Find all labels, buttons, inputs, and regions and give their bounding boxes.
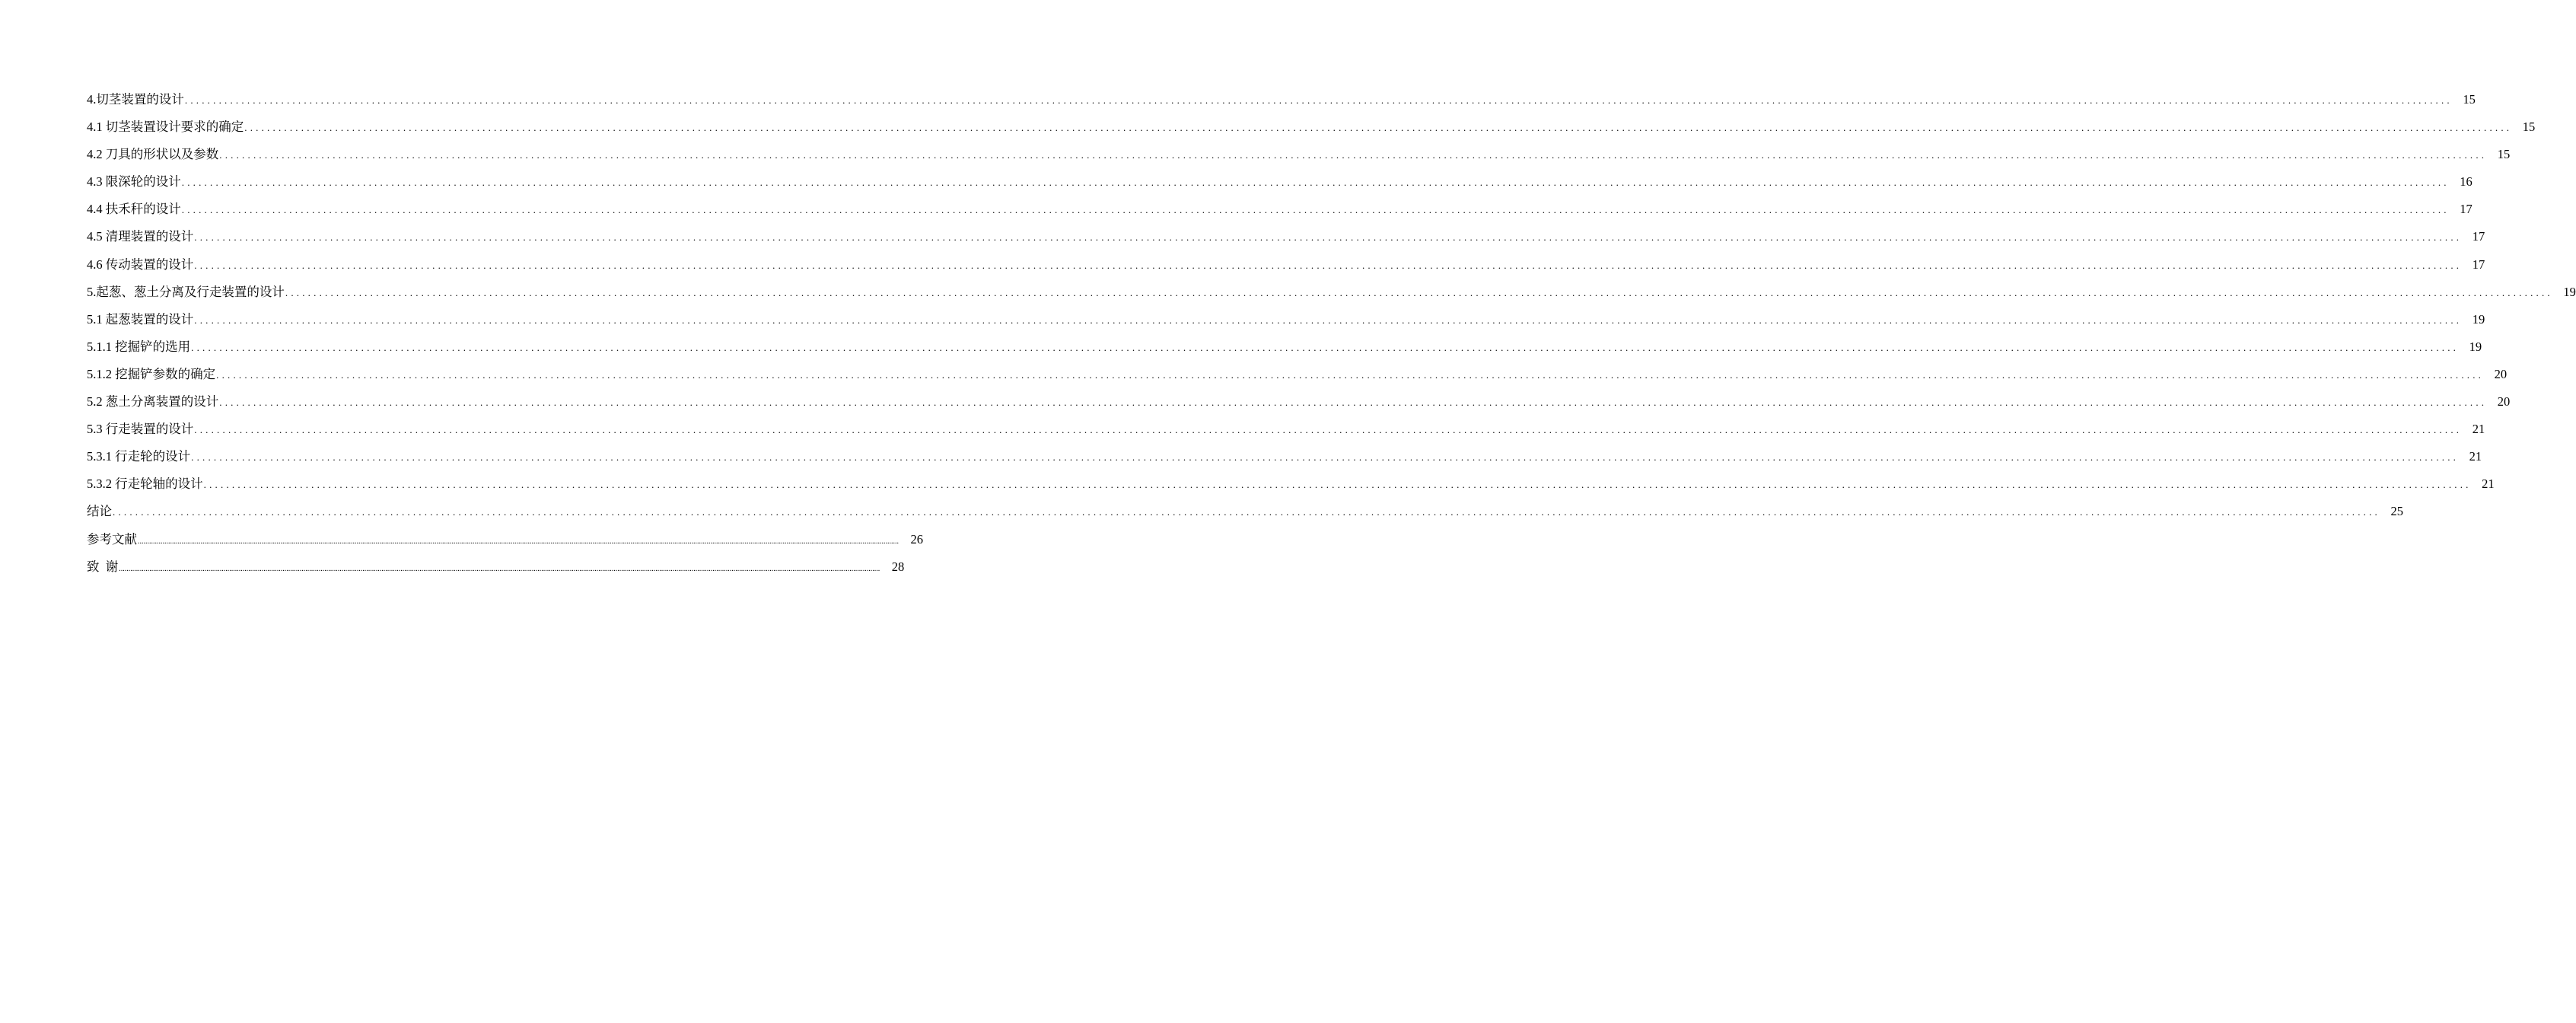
toc-entry-page: 19 bbox=[2469, 339, 2482, 354]
toc-entry-page: 21 bbox=[2482, 476, 2495, 492]
toc-entry-title: 4.1 切茎装置设计要求的确定 bbox=[87, 120, 244, 135]
toc-entry[interactable] bbox=[87, 279, 2576, 306]
toc-entry-title: 5.1 起葱装置的设计 bbox=[87, 311, 194, 327]
toc-dot-leader: ................................................................................................................................................................................................................................................................................................................................................................................................................ bbox=[216, 368, 2485, 381]
toc-entry-title: 致 谢 bbox=[87, 559, 119, 574]
toc-entry-title: 4.2 刀具的形状以及参数 bbox=[87, 147, 219, 162]
toc-entry-page: 17 bbox=[2472, 257, 2485, 272]
toc-entry[interactable] bbox=[87, 498, 2403, 525]
toc-entry[interactable] bbox=[87, 333, 2482, 361]
toc-dot-leader: ................................................................................................................................................................................................................................................................................................................................................................................................................ bbox=[203, 479, 2472, 491]
toc-entry-page: 19 bbox=[2472, 311, 2485, 327]
toc-entry-title: 4.6 传动装置的设计 bbox=[87, 257, 194, 272]
toc-entry-page: 16 bbox=[2460, 174, 2473, 190]
toc-entry[interactable] bbox=[87, 196, 2473, 223]
toc-entry-page: 28 bbox=[891, 559, 905, 574]
toc-entry-title: 5.3.2 行走轮轴的设计 bbox=[87, 476, 203, 492]
toc-dot-leader: ................................................................................................................................................................................................................................................................................................................................................................................................................ bbox=[194, 259, 2463, 271]
toc-dot-leader: ................................................................................................................................................................................................................................................................................................................................................................................................................ bbox=[191, 451, 2460, 464]
toc-dot-leader: ................................................................................................................................................................................................................................................................................................................................................................................................................ bbox=[194, 231, 2463, 244]
toc-dot-leader: ................................................................................................................................................................................................................................................................................................................................................................................................................ bbox=[244, 122, 2513, 134]
toc-entry-page: 17 bbox=[2460, 202, 2473, 217]
toc-entry[interactable] bbox=[87, 416, 2485, 443]
toc-entry-page: 21 bbox=[2472, 422, 2485, 437]
toc-entry-page: 17 bbox=[2472, 229, 2485, 244]
toc-dot-leader: ................................................................................................................................................................................................................................................................................................................................................................................................................ bbox=[191, 341, 2460, 353]
toc-entry[interactable] bbox=[87, 251, 2485, 279]
toc-entry[interactable] bbox=[87, 306, 2485, 333]
toc-entry-page: 15 bbox=[2463, 92, 2476, 107]
toc-entry-page: 25 bbox=[2390, 504, 2403, 519]
toc-entry-title: 5.1.1 挖掘铲的选用 bbox=[87, 339, 191, 354]
toc-dot-leader: ................................................................................................................................................................................................................................................................................................................................................................................................................ bbox=[119, 564, 880, 573]
toc-entry-page: 15 bbox=[2522, 120, 2536, 135]
toc-entry-title: 5.3.1 行走轮的设计 bbox=[87, 449, 191, 464]
toc-entry[interactable] bbox=[87, 223, 2485, 250]
toc-dot-leader: ................................................................................................................................................................................................................................................................................................................................................................................................................ bbox=[219, 149, 2488, 161]
toc-entry-title: 结论 bbox=[87, 504, 112, 519]
toc-dot-leader: ................................................................................................................................................................................................................................................................................................................................................................................................................ bbox=[138, 537, 899, 546]
toc-entry[interactable] bbox=[87, 86, 2476, 113]
toc-entry[interactable] bbox=[87, 470, 2495, 498]
toc-dot-leader: ................................................................................................................................................................................................................................................................................................................................................................................................................ bbox=[184, 94, 2453, 106]
toc-entry-title: 4.切茎装置的设计 bbox=[87, 92, 184, 107]
toc-entry-page: 20 bbox=[2494, 366, 2508, 381]
toc-entry[interactable] bbox=[87, 443, 2482, 470]
toc-entry[interactable] bbox=[87, 168, 2473, 196]
toc-entry-page: 15 bbox=[2497, 147, 2511, 162]
toc-entry[interactable] bbox=[87, 526, 923, 553]
toc-entry[interactable] bbox=[87, 553, 905, 581]
toc-entry-title: 5.1.2 挖掘铲参数的确定 bbox=[87, 366, 216, 381]
toc-dot-leader: ................................................................................................................................................................................................................................................................................................................................................................................................................ bbox=[181, 177, 2450, 189]
toc-dot-leader: ................................................................................................................................................................................................................................................................................................................................................................................................................ bbox=[113, 506, 2380, 518]
toc-dot-leader: ................................................................................................................................................................................................................................................................................................................................................................................................................ bbox=[194, 314, 2463, 326]
toc-entry-page: 21 bbox=[2469, 449, 2482, 464]
toc-entry[interactable] bbox=[87, 361, 2508, 388]
toc-entry[interactable] bbox=[87, 388, 2511, 416]
toc-entry-title: 4.3 限深轮的设计 bbox=[87, 174, 181, 190]
toc-entry-title: 参考文献 bbox=[87, 531, 137, 547]
toc-entry-page: 26 bbox=[910, 531, 923, 547]
table-of-contents bbox=[87, 86, 2576, 581]
toc-dot-leader: ................................................................................................................................................................................................................................................................................................................................................................................................................ bbox=[194, 424, 2463, 436]
toc-entry[interactable] bbox=[87, 113, 2536, 141]
toc-entry-title: 4.5 清理装置的设计 bbox=[87, 229, 194, 244]
toc-entry-page: 19 bbox=[2563, 284, 2576, 299]
toc-entry[interactable] bbox=[87, 141, 2511, 168]
toc-entry-title: 5.起葱、葱土分离及行走装置的设计 bbox=[87, 284, 285, 299]
toc-dot-leader: ................................................................................................................................................................................................................................................................................................................................................................................................................ bbox=[219, 397, 2488, 409]
toc-entry-title: 4.4 扶禾秆的设计 bbox=[87, 202, 181, 217]
toc-entry-page: 20 bbox=[2497, 394, 2511, 410]
toc-dot-leader: ................................................................................................................................................................................................................................................................................................................................................................................................................ bbox=[181, 204, 2450, 216]
toc-dot-leader: ................................................................................................................................................................................................................................................................................................................................................................................................................ bbox=[285, 286, 2553, 298]
toc-entry-title: 5.3 行走装置的设计 bbox=[87, 422, 194, 437]
toc-entry-title: 5.2 葱土分离装置的设计 bbox=[87, 394, 219, 410]
